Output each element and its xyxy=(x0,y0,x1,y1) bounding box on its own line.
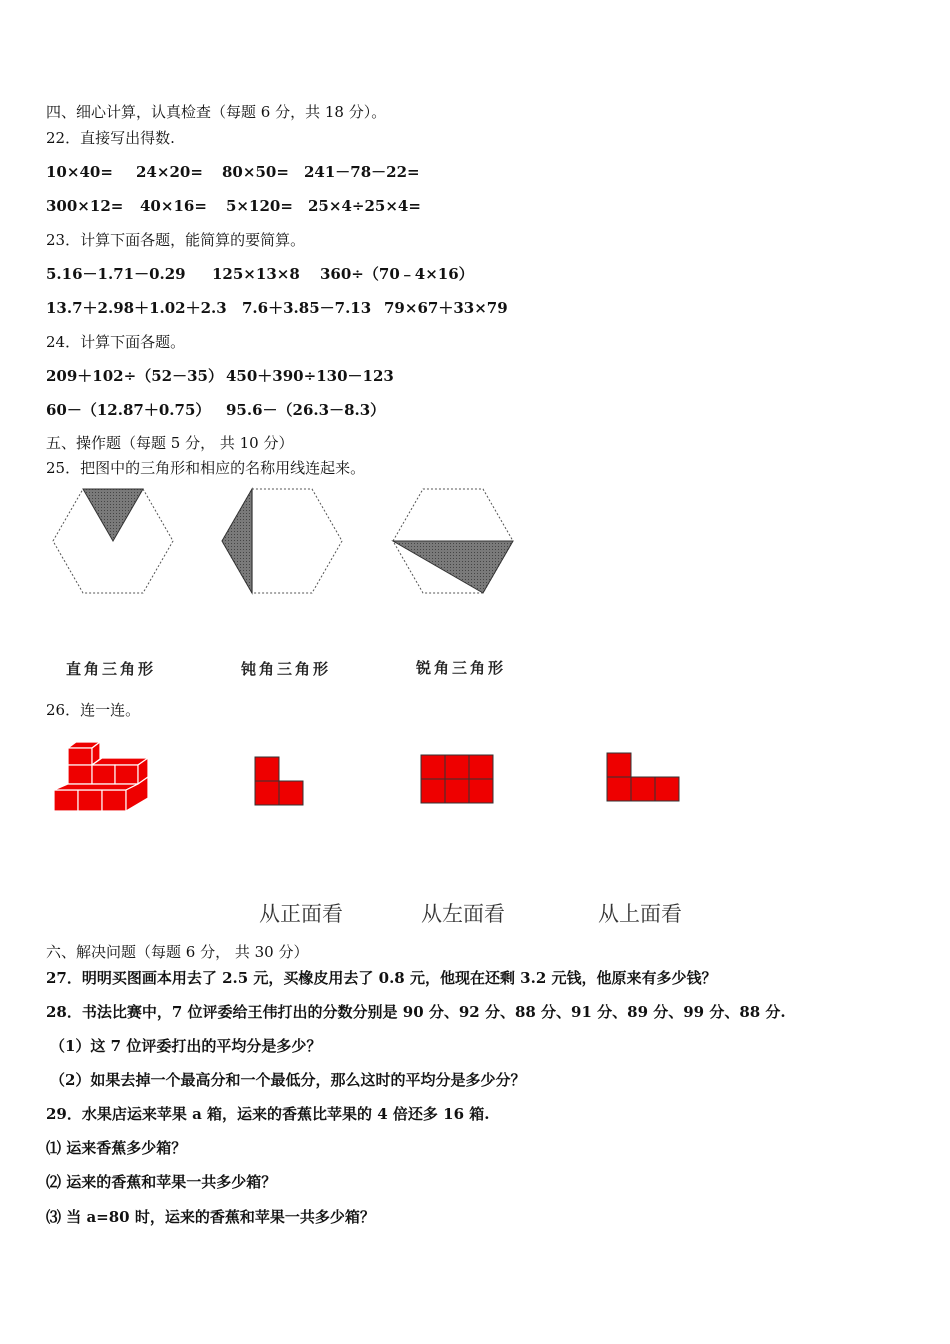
q22-title: 22．直接写出得数. xyxy=(46,129,175,147)
q22-item: 5×120= xyxy=(226,197,293,215)
q29-title: 29．水果店运来苹果 a 箱，运来的香蕉比苹果的 4 倍还多 16 箱. xyxy=(46,1105,490,1123)
caption-obtuse-triangle: 钝角三角形 xyxy=(241,660,332,678)
q23-item: 79×67＋33×79 xyxy=(384,299,508,317)
front-view-figure xyxy=(420,754,494,806)
section5-heading: 五、操作题（每题 5 分， 共 10 分） xyxy=(46,434,294,452)
q22-item: 25×4÷25×4= xyxy=(308,197,421,215)
q22-item: 24×20= xyxy=(136,163,203,181)
caption-acute-triangle: 锐角三角形 xyxy=(416,659,507,677)
q22-item: 241－78－22= xyxy=(304,163,420,181)
q23-title: 23．计算下面各题，能简算的要简算。 xyxy=(46,231,306,249)
q22-item: 10×40= xyxy=(46,163,113,181)
q23-item: 7.6＋3.85－7.13 xyxy=(242,299,372,317)
top-view-figure xyxy=(606,752,682,804)
q28-sub2: （2）如果去掉一个最高分和一个最低分，那么这时的平均分是多少分？ xyxy=(50,1071,526,1089)
section4-heading: 四、细心计算，认真检查（每题 6 分，共 18 分）。 xyxy=(46,103,387,121)
cube-solid-figure xyxy=(52,740,152,814)
q23-item: 5.16－1.71－0.29 xyxy=(46,265,186,283)
q23-item: 125×13×8 xyxy=(212,265,300,283)
q22-item: 40×16= xyxy=(140,197,207,215)
hexagon-figure-2 xyxy=(219,486,345,596)
q27-text: 27．明明买图画本用去了 2.5 元，买橡皮用去了 0.8 元，他现在还剩 3.2 元钱，他原来有多少钱？ xyxy=(46,969,717,987)
caption-right-triangle: 直角三角形 xyxy=(66,660,157,678)
q24-item: 450＋390÷130－123 xyxy=(226,367,394,385)
q24-item: 95.6－（26.3－8.3） xyxy=(226,401,386,419)
q23-item: 360÷（70﹣4×16） xyxy=(320,265,474,283)
q28-sub1: （1）这 7 位评委打出的平均分是多少？ xyxy=(50,1037,322,1055)
hexagon-figure-3 xyxy=(390,486,516,596)
q29-sub3: ⑶ 当 a=80 时，运来的香蕉和苹果一共多少箱？ xyxy=(46,1208,375,1226)
q22-item: 300×12= xyxy=(46,197,124,215)
label-left-view: 从左面看 xyxy=(421,902,505,926)
left-view-figure xyxy=(254,756,306,806)
q26-title: 26．连一连。 xyxy=(46,701,141,719)
q24-item: 209＋102÷（52－35） xyxy=(46,367,223,385)
label-front-view: 从正面看 xyxy=(259,902,343,926)
section6-heading: 六、解决问题（每题 6 分， 共 30 分） xyxy=(46,943,309,961)
q29-sub2: ⑵ 运来的香蕉和苹果一共多少箱？ xyxy=(46,1173,277,1191)
q22-item: 80×50= xyxy=(222,163,289,181)
q24-item: 60－（12.87＋0.75） xyxy=(46,401,211,419)
label-top-view: 从上面看 xyxy=(598,902,682,926)
q29-sub1: ⑴ 运来香蕉多少箱？ xyxy=(46,1139,187,1157)
q23-item: 13.7＋2.98＋1.02＋2.3 xyxy=(46,299,227,317)
q28-title: 28．书法比赛中，7 位评委给王伟打出的分数分别是 90 分、92 分、88 分、91 分、89 分、99 分、88 分. xyxy=(46,1003,786,1021)
q24-title: 24．计算下面各题。 xyxy=(46,333,186,351)
q25-title: 25．把图中的三角形和相应的名称用线连起来。 xyxy=(46,459,366,477)
hexagon-figure-1 xyxy=(50,486,176,596)
